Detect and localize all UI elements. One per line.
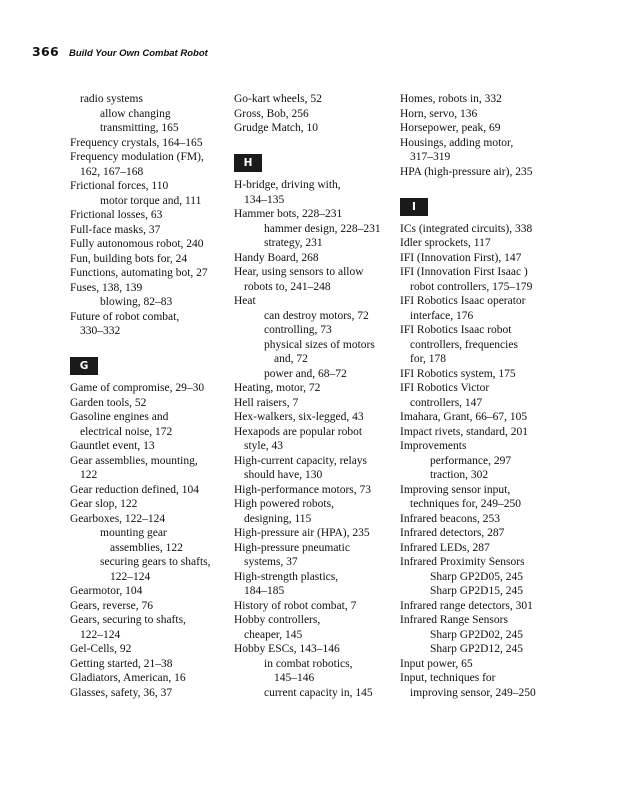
index-entry: Glasses, safety, 36, 37	[70, 686, 173, 699]
index-entry: Sharp GP2D05, 245	[430, 570, 523, 583]
index-entry: robot controllers, 175–179	[410, 280, 533, 293]
index-entry: systems, 37	[244, 556, 298, 568]
index-entry: Improving sensor input,	[400, 483, 511, 496]
index-entry: Heat	[234, 295, 256, 307]
index-entry: and, 72	[274, 353, 308, 365]
index-entry: 330–332	[80, 325, 121, 337]
section-letter-g: G	[70, 357, 98, 375]
index-entry: cheaper, 145	[244, 628, 303, 641]
index-entry: Infrared detectors, 287	[400, 527, 505, 539]
index-entry: Gear reduction defined, 104	[70, 483, 200, 496]
index-entry: IFI (Innovation First), 147	[400, 251, 522, 264]
index-entry: IFI (Innovation First Isaac )	[400, 266, 528, 278]
index-entry: for, 178	[410, 353, 446, 365]
index-entry: Gear assemblies, mounting,	[70, 454, 198, 467]
page-number: 366	[32, 44, 59, 59]
index-entry: Go-kart wheels, 52	[234, 93, 322, 105]
index-entry: Infrared beacons, 253	[400, 512, 500, 525]
index-entry: 317–319	[410, 151, 451, 163]
index-column-2	[234, 92, 394, 700]
index-entry: physical sizes of motors	[264, 338, 375, 351]
index-entry: Hobby ESCs, 143–146	[234, 643, 340, 655]
index-entry: H-bridge, driving with,	[234, 179, 341, 191]
index-entry: electrical noise, 172	[80, 425, 173, 438]
index-entry: interface, 176	[410, 309, 474, 322]
index-entry: designing, 115	[244, 512, 312, 525]
index-entry: Gears, reverse, 76	[70, 599, 154, 612]
index-entry: Housings, adding motor,	[400, 136, 514, 149]
index-entry: Gearboxes, 122–124	[70, 512, 166, 525]
index-entry: High-performance motors, 73	[234, 483, 372, 496]
book-title: Build Your Own Combat Robot	[69, 48, 208, 59]
index-entry: Frequency modulation (FM),	[70, 151, 204, 163]
index-entry: High-pressure pneumatic	[234, 541, 350, 554]
index-entry: radio systems	[80, 93, 143, 105]
index-entry: style, 43	[244, 440, 283, 452]
index-entry: controlling, 73	[264, 324, 332, 336]
index-entry: Game of compromise, 29–30	[70, 382, 205, 394]
index-entry: controllers, frequencies	[410, 338, 518, 351]
index-entry: High powered robots,	[234, 498, 334, 510]
index-entry: 145–146	[274, 672, 315, 684]
index-entry: Gearmotor, 104	[70, 585, 143, 597]
index-entry: in combat robotics,	[264, 657, 353, 670]
index-entry: IFI Robotics Isaac robot	[400, 324, 512, 336]
index-entry: should have, 130	[244, 469, 323, 481]
index-entry: Sharp GP2D12, 245	[430, 643, 523, 655]
index-column-3	[400, 92, 565, 700]
index-entry: Hobby controllers,	[234, 614, 321, 626]
index-entry: Horsepower, peak, 69	[400, 122, 501, 134]
index-entry: IFI Robotics Victor	[400, 382, 490, 394]
section-letter-h: H	[234, 154, 262, 172]
index-entry: Gears, securing to shafts,	[70, 614, 186, 626]
index-entry: Future of robot combat,	[70, 310, 180, 323]
index-entry: Handy Board, 268	[234, 251, 319, 264]
index-entry: motor torque and, 111	[100, 194, 202, 207]
index-entry: transmitting, 165	[100, 122, 179, 134]
index-entry: securing gears to shafts,	[100, 556, 211, 568]
index-entry: Gel-Cells, 92	[70, 643, 132, 655]
section-letter-i: I	[400, 198, 428, 216]
index-entry: Gladiators, American, 16	[70, 672, 186, 684]
index-entry: techniques for, 249–250	[410, 498, 522, 510]
index-entry: Gross, Bob, 256	[234, 107, 309, 120]
index-entry: 122	[80, 469, 98, 481]
index-entry: controllers, 147	[410, 396, 483, 409]
index-entry: Impact rivets, standard, 201	[400, 425, 529, 438]
index-entry: Infrared Range Sensors	[400, 614, 508, 626]
index-entry: 184–185	[244, 585, 285, 597]
index-entry: High-current capacity, relays	[234, 454, 368, 467]
index-entry: Frequency crystals, 164–165	[70, 136, 203, 149]
index-entry: Functions, automating bot, 27	[70, 267, 208, 279]
index-entry: High-pressure air (HPA), 235	[234, 527, 370, 539]
index-entry: can destroy motors, 72	[264, 309, 369, 322]
index-entry: Imahara, Grant, 66–67, 105	[400, 411, 528, 423]
index-entry: 122–124	[110, 570, 151, 583]
index-entry: Fun, building bots for, 24	[70, 252, 188, 265]
index-entry: 162, 167–168	[80, 165, 144, 178]
index-entry: Homes, robots in, 332	[400, 93, 502, 105]
index-entry: Getting started, 21–38	[70, 657, 173, 670]
index-entry: Heating, motor, 72	[234, 382, 321, 394]
index-entry: Infrared range detectors, 301	[400, 599, 533, 612]
index-entry: History of robot combat, 7	[234, 599, 357, 612]
index-entry: assemblies, 122	[110, 541, 183, 554]
index-entry: IFI Robotics system, 175	[400, 367, 516, 380]
index-entry: traction, 302	[430, 469, 489, 481]
index-entry: Frictional losses, 63	[70, 209, 163, 221]
index-entry: Hear, using sensors to allow	[234, 266, 364, 278]
index-entry: strategy, 231	[264, 237, 323, 249]
index-entry: allow changing	[100, 107, 171, 120]
index-entry: IFI Robotics Isaac operator	[400, 295, 526, 307]
index-entry: HPA (high-pressure air), 235	[400, 165, 533, 178]
index-column-1	[70, 92, 230, 700]
index-entry: robots to, 241–248	[244, 280, 331, 293]
index-entry: Frictional forces, 110	[70, 180, 169, 192]
index-entry: Hex-walkers, six-legged, 43	[234, 411, 364, 423]
index-entry: 122–124	[80, 628, 121, 641]
index-entry: Gasoline engines and	[70, 411, 169, 423]
index-entry: 134–135	[244, 193, 285, 206]
index-entry: Garden tools, 52	[70, 396, 147, 409]
index-entry: Grudge Match, 10	[234, 122, 318, 134]
index-entry: High-strength plastics,	[234, 570, 339, 583]
index-entry: Sharp GP2D02, 245	[430, 628, 523, 641]
index-entry: hammer design, 228–231	[264, 222, 381, 235]
index-entry: Input, techniques for	[400, 672, 496, 684]
index-entry: Infrared LEDs, 287	[400, 541, 490, 554]
index-entry: Hexapods are popular robot	[234, 425, 363, 438]
index-entry: Horn, servo, 136	[400, 107, 478, 120]
index-entry: power and, 68–72	[264, 367, 347, 380]
index-entry: Idler sprockets, 117	[400, 237, 491, 249]
running-header	[32, 43, 208, 59]
index-entry: improving sensor, 249–250	[410, 686, 536, 699]
index-entry: Input power, 65	[400, 657, 473, 670]
index-entry: blowing, 82–83	[100, 296, 173, 308]
index-entry: Gauntlet event, 13	[70, 440, 155, 452]
index-entry: Sharp GP2D15, 245	[430, 585, 523, 597]
index-entry: Improvements	[400, 440, 467, 452]
index-entry: Hammer bots, 228–231	[234, 208, 343, 220]
index-entry: mounting gear	[100, 527, 167, 539]
index-entry: current capacity in, 145	[264, 686, 373, 699]
index-entry: Fully autonomous robot, 240	[70, 238, 204, 250]
index-entry: performance, 297	[430, 454, 512, 467]
index-entry: Full-face masks, 37	[70, 223, 161, 236]
index-entry: Fuses, 138, 139	[70, 281, 143, 294]
index-entry: ICs (integrated circuits), 338	[400, 222, 533, 235]
index-entry: Hell raisers, 7	[234, 396, 299, 409]
index-entry: Infrared Proximity Sensors	[400, 556, 525, 568]
index-entry: Gear slop, 122	[70, 498, 138, 510]
